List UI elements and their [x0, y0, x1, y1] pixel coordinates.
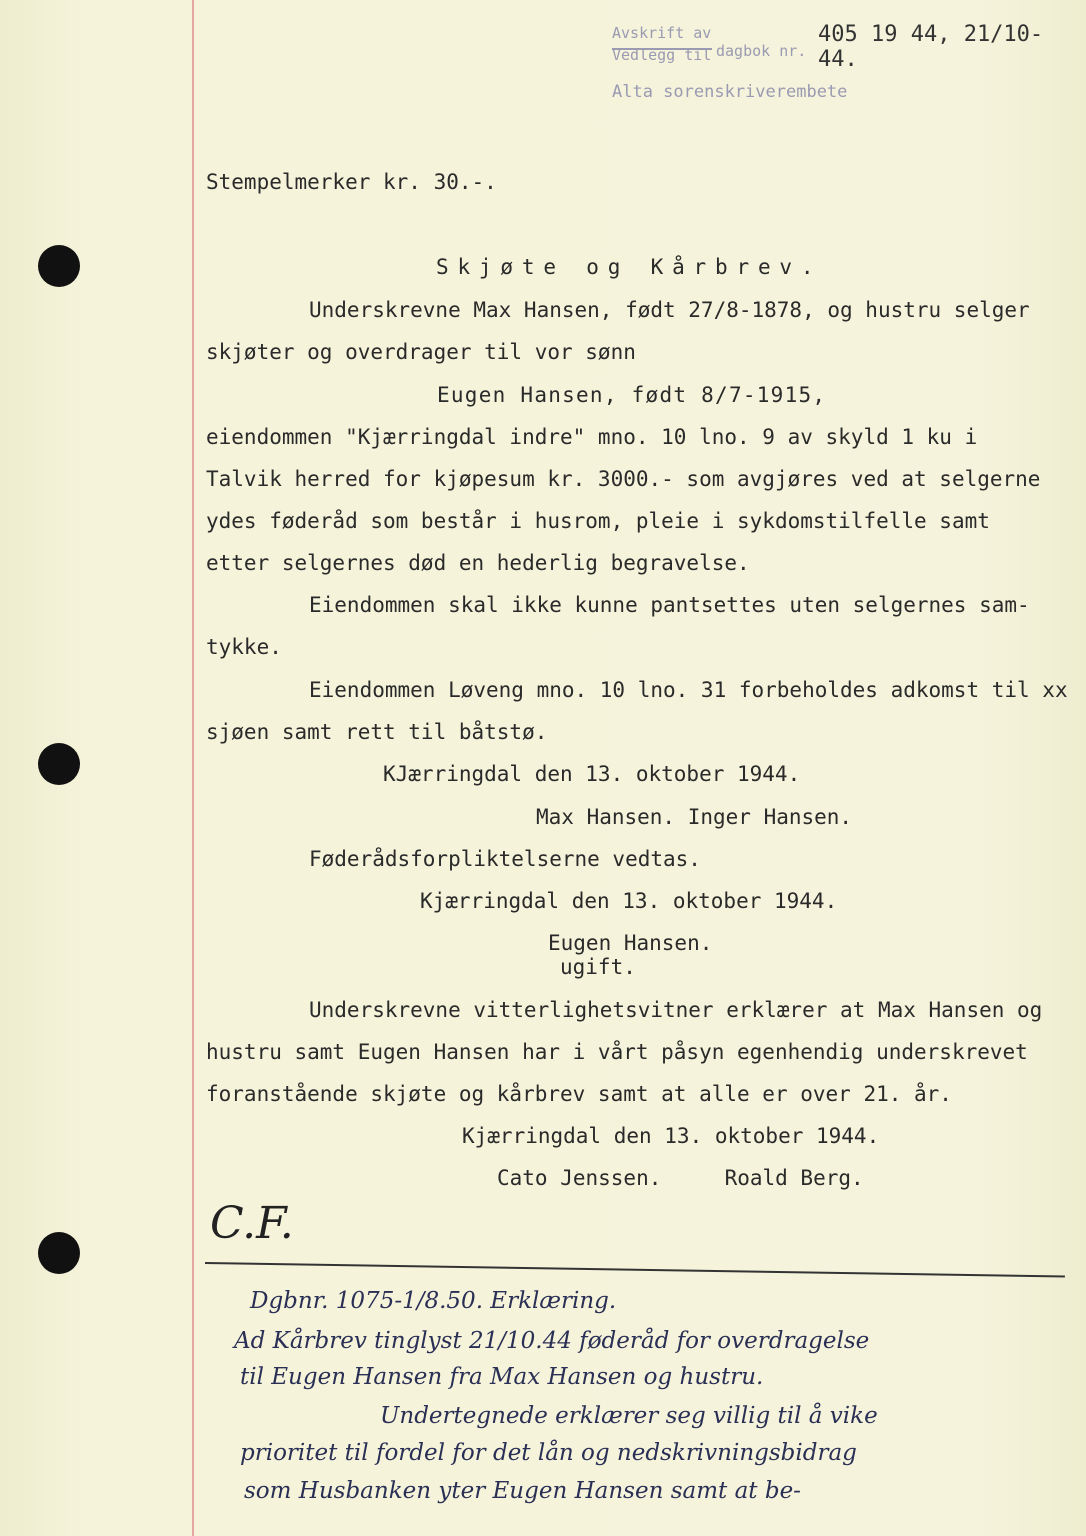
text-line: foranstående skjøte og kårbrev samt at alle er over 21. år.	[206, 1082, 952, 1106]
text-line: Underskrevne Max Hansen, født 27/8-1878, og hustru selger	[309, 298, 1030, 322]
margin-line	[192, 0, 194, 1536]
signatures-line: Max Hansen. Inger Hansen.	[536, 805, 853, 829]
header-office: Alta sorenskriverembete	[612, 82, 848, 102]
header-line2: Vedlegg til	[612, 46, 712, 64]
punch-hole-top	[38, 245, 80, 287]
text-line: Eugen Hansen, født 8/7-1915,	[437, 383, 827, 407]
text-line: Eiendommen Løveng mno. 10 lno. 31 forbeholdes adkomst til xx	[309, 678, 1068, 702]
stamp-header	[612, 22, 1072, 112]
punch-hole-middle	[38, 743, 80, 785]
handwritten-line: til Eugen Hansen fra Max Hansen og hustru.	[240, 1364, 764, 1390]
handwritten-line: prioritet til fordel for det lån og nedskrivningsbidrag	[240, 1440, 857, 1466]
text-line: skjøter og overdrager til vor sønn	[206, 340, 636, 364]
header-line1: Avskrift av	[612, 24, 712, 42]
initials-signature: C.F.	[210, 1198, 294, 1249]
header-number: 405 19 44, 21/10-44.	[818, 22, 1044, 72]
handwritten-line: Undertegnede erklærer seg villig til å vike	[380, 1403, 878, 1429]
handwritten-line: Ad Kårbrev tinglyst 21/10.44 føderåd for overdragelse	[234, 1328, 870, 1354]
text-line: Eiendommen skal ikke kunne pantsettes uten selgernes sam-	[309, 593, 1030, 617]
date-line: Kjærringdal den 13. oktober 1944.	[462, 1124, 880, 1148]
date-line: KJærringdal den 13. oktober 1944.	[383, 762, 801, 786]
text-line: sjøen samt rett til båtstø.	[206, 720, 548, 744]
stamp-line: Stempelmerker kr. 30.-.	[206, 170, 497, 194]
punch-hole-bottom	[38, 1232, 80, 1274]
text-line: Underskrevne vitterlighetsvitner erklærer at Max Hansen og	[309, 998, 1043, 1022]
status-line: ugift.	[560, 955, 636, 979]
handwritten-line: som Husbanken yter Eugen Hansen samt at be-	[244, 1478, 801, 1504]
text-line: ydes føderåd som består i husrom, pleie i sykdomstilfelle samt	[206, 509, 990, 533]
signature-line: Eugen Hansen.	[548, 931, 713, 955]
text-line: Talvik herred for kjøpesum kr. 3000.- som avgjøres ved at selgerne	[206, 467, 1041, 491]
date-line: Kjærringdal den 13. oktober 1944.	[420, 889, 838, 913]
text-line: tykke.	[206, 635, 282, 659]
doc-title: Skjøte og Kårbrev.	[436, 255, 823, 279]
text-line: etter selgernes død en hederlig begravelse.	[206, 551, 750, 575]
separator-line	[205, 1262, 1065, 1278]
text-line: eiendommen "Kjærringdal indre" mno. 10 lno. 9 av skyld 1 ku i	[206, 425, 978, 449]
text-line: Føderådsforpliktelserne vedtas.	[309, 847, 701, 871]
witnesses-line: Cato Jenssen. Roald Berg.	[497, 1166, 864, 1190]
handwritten-line: Dgbnr. 1075-1/8.50. Erklæring.	[250, 1288, 617, 1314]
text-line: hustru samt Eugen Hansen har i vårt påsyn egenhendig underskrevet	[206, 1040, 1028, 1064]
header-dagbok: dagbok nr.	[716, 42, 807, 60]
